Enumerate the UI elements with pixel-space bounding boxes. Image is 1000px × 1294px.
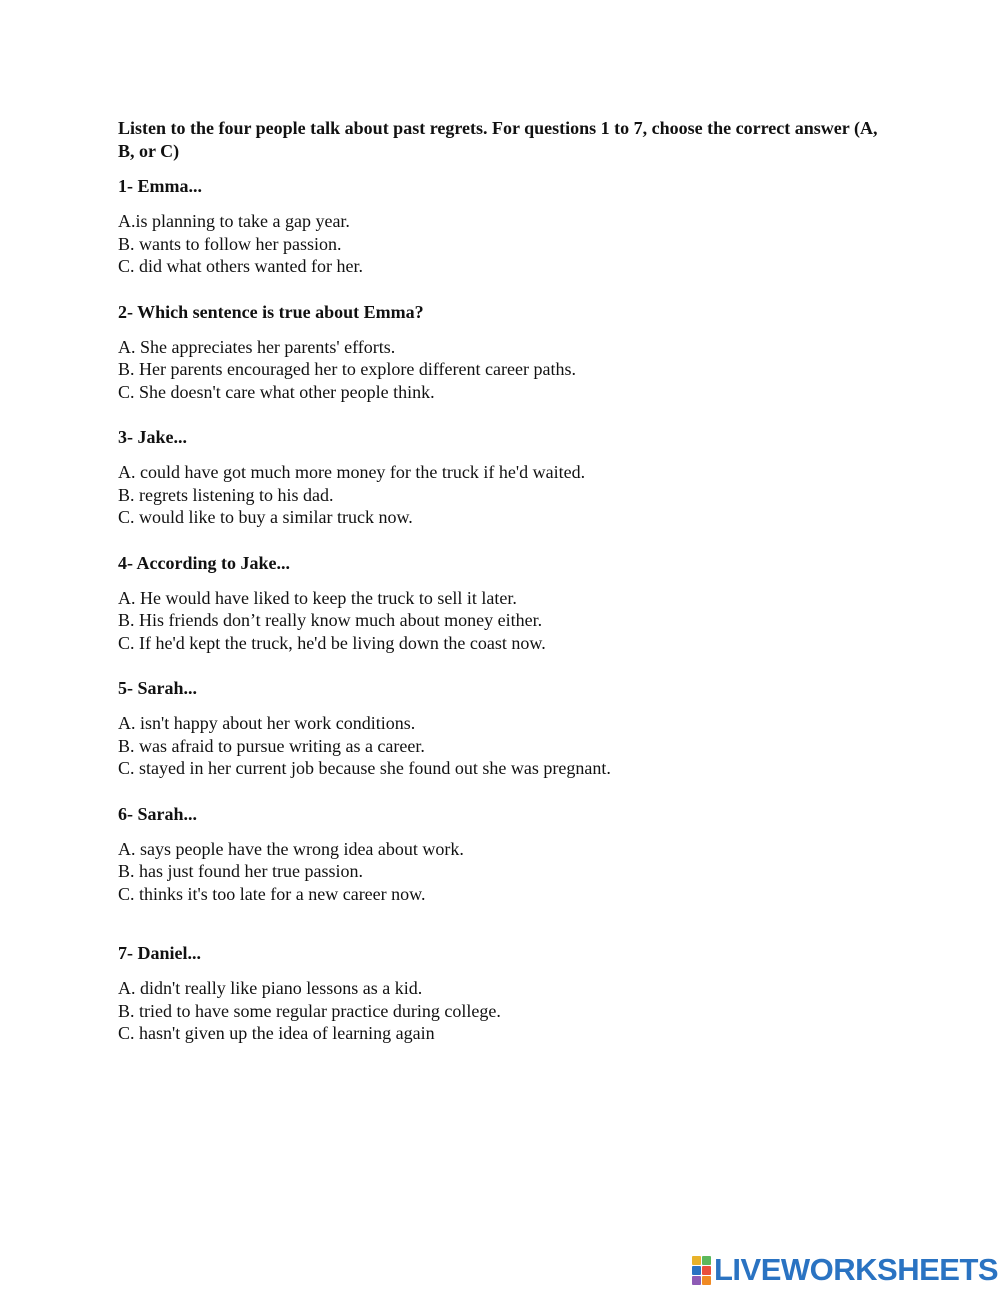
- option-b[interactable]: B. Her parents encouraged her to explore different career paths.: [118, 359, 576, 379]
- option-c[interactable]: C. would like to buy a similar truck now.: [118, 507, 413, 527]
- option-b[interactable]: B. has just found her true passion.: [118, 861, 363, 881]
- logo-text: LIVEWORKSHEETS: [714, 1252, 999, 1287]
- question-3: [118, 426, 878, 529]
- option-a[interactable]: A. didn't really like piano lessons as a kid.: [118, 978, 423, 998]
- logo-block: [702, 1266, 711, 1275]
- option-c[interactable]: C. hasn't given up the idea of learning again: [118, 1023, 435, 1043]
- option-c[interactable]: C. did what others wanted for her.: [118, 256, 363, 276]
- instructions: Listen to the four people talk about past regrets. For questions 1 to 7, choose the correct answer (A, B, or C): [118, 118, 878, 161]
- question-title: 6- Sarah...: [118, 803, 198, 824]
- option-b[interactable]: B. wants to follow her passion.: [118, 233, 342, 254]
- option-c[interactable]: C. She doesn't care what other people think.: [118, 381, 435, 402]
- option-a[interactable]: A. says people have the wrong idea about work.: [118, 838, 464, 859]
- question-5: [118, 677, 878, 780]
- option-b[interactable]: B. His friends don’t really know much about money either.: [118, 610, 543, 630]
- question-title: 4- According to Jake...: [118, 552, 290, 573]
- question-1: [118, 175, 878, 278]
- question-2: [118, 301, 878, 404]
- option-a[interactable]: A. She appreciates her parents' efforts.: [118, 336, 396, 357]
- question-6: [118, 803, 878, 906]
- liveworksheets-logo: [692, 1253, 998, 1287]
- option-a[interactable]: A.is planning to take a gap year.: [118, 211, 350, 231]
- question-title: 5- Sarah...: [118, 678, 198, 698]
- logo-block: [702, 1256, 711, 1265]
- logo-block: [692, 1256, 701, 1265]
- option-a[interactable]: A. could have got much more money for the truck if he'd waited.: [118, 462, 586, 482]
- question-7: [118, 942, 878, 1045]
- question-4: [118, 552, 878, 655]
- option-b[interactable]: B. was afraid to pursue writing as a career.: [118, 735, 425, 756]
- question-title: 7- Daniel...: [118, 943, 201, 963]
- question-title: 3- Jake...: [118, 427, 187, 447]
- option-a[interactable]: A. He would have liked to keep the truck to sell it later.: [118, 587, 517, 608]
- logo-blocks-icon: [692, 1256, 711, 1285]
- logo-block: [692, 1266, 701, 1275]
- logo-block: [692, 1276, 701, 1285]
- option-b[interactable]: B. tried to have some regular practice during college.: [118, 1000, 501, 1021]
- option-c[interactable]: C. thinks it's too late for a new career now.: [118, 883, 426, 904]
- logo-block: [702, 1276, 711, 1285]
- question-title: 1- Emma...: [118, 176, 202, 196]
- option-c[interactable]: C. stayed in her current job because she found out she was pregnant.: [118, 758, 611, 778]
- option-b[interactable]: B. regrets listening to his dad.: [118, 484, 334, 505]
- question-title: 2- Which sentence is true about Emma?: [118, 301, 424, 322]
- worksheet: [118, 117, 878, 1068]
- option-c[interactable]: C. If he'd kept the truck, he'd be living down the coast now.: [118, 632, 546, 653]
- option-a[interactable]: A. isn't happy about her work conditions.: [118, 713, 416, 733]
